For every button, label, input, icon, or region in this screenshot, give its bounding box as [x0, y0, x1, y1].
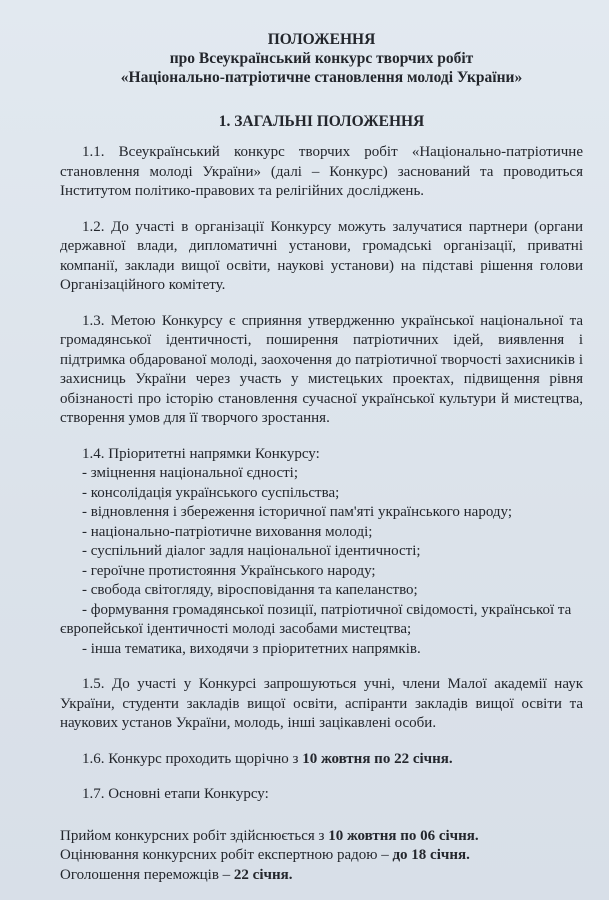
paragraph-1-2: 1.2. До участі в організації Конкурсу можуть залучатися партнери (органи державної влади, дипломатичні установи, громадські організації, приватні компанії, заклади вищої освіти, наукові установи) на підставі рішення голови Організаційного комітету.: [60, 218, 583, 293]
stage-submission: [60, 827, 583, 847]
stage-winners-text: Оголошення переможців –: [60, 866, 234, 883]
list-item: - суспільний діалог задля національної ідентичності;: [82, 543, 421, 559]
paragraph-1-5: 1.5. До участі у Конкурсі запрошуються учні, члени Малої академії наук України, студенти закладів вищої освіти, аспіранти закладів вищої освіти та наукових установ України, молодь, інші зацікавлені особи.: [60, 676, 583, 731]
document-subtitle: про Всеукраїнський конкурс творчих робіт: [169, 50, 474, 67]
list-item: - героїчне протистояння Українського народу;: [82, 562, 376, 579]
list-item: - відновлення і збереження історичної пам'яті українського народу;: [82, 504, 513, 520]
list-item: - свобода світогляду, віросповідання та капеланство;: [82, 582, 418, 598]
stage-evaluation-text: Оцінювання конкурсних робіт експертною радою –: [60, 847, 393, 863]
stage-evaluation-date: до 18 січня.: [392, 847, 470, 863]
paragraph-1-6: [60, 750, 583, 770]
paragraph-1-4-heading: 1.4. Пріоритетні напрямки Конкурсу:: [82, 445, 320, 462]
contest-name: «Національно-патріотичне становлення молоді України»: [120, 69, 523, 86]
paragraph-1-1: 1.1. Всеукраїнський конкурс творчих робіт «Національно-патріотичне становлення молоді України» (далі – Конкурс) заснований та проводиться Інститутом політико-правових та релігійних досліджень.: [60, 144, 583, 199]
stage-winners-date: 22 січня.: [233, 866, 293, 883]
list-item: - національно-патріотичне виховання молоді;: [82, 523, 373, 540]
paragraph-1-3: 1.3. Метою Конкурсу є сприяння утвердженню української національної та громадянської ідентичності, поширення патріотичних ідей, виявлення і підтримка обдарованої молоді, заохочення до патріотичної творчості захисників і захисниць України через участь у мистецьких проектах, підвищення рівня обізнаності про історію становлення сучасної української культури й мистецтва, створення умов для її творчого зростання.: [60, 312, 583, 426]
stage-evaluation: [60, 846, 583, 866]
stage-submission-dates: 10 жовтня по 06 січня.: [328, 827, 479, 844]
paragraph-1-6-text: 1.6. Конкурс проходить щорічно з: [82, 750, 303, 767]
list-item: - зміцнення національної єдності;: [82, 465, 299, 481]
stage-winners: [60, 866, 583, 886]
contest-period: 10 жовтня по 22 січня.: [302, 750, 453, 767]
paragraph-1-7: 1.7. Основні етапи Конкурсу:: [82, 786, 269, 802]
document-title: ПОЛОЖЕННЯ: [267, 31, 376, 48]
priority-directions-list: [60, 464, 583, 659]
list-item: - формування громадянської позиції, патріотичної свідомості, української та європейської ідентичності молоді засобами мистецтва;: [60, 601, 572, 637]
section-heading: 1. ЗАГАЛЬНІ ПОЛОЖЕННЯ: [218, 113, 425, 130]
list-item: - інша тематика, виходячи з пріоритетних напрямків.: [82, 640, 421, 657]
list-item: - консолідація українського суспільства;: [82, 484, 340, 501]
stage-submission-text: Прийом конкурсних робіт здійснюється з: [60, 827, 329, 844]
